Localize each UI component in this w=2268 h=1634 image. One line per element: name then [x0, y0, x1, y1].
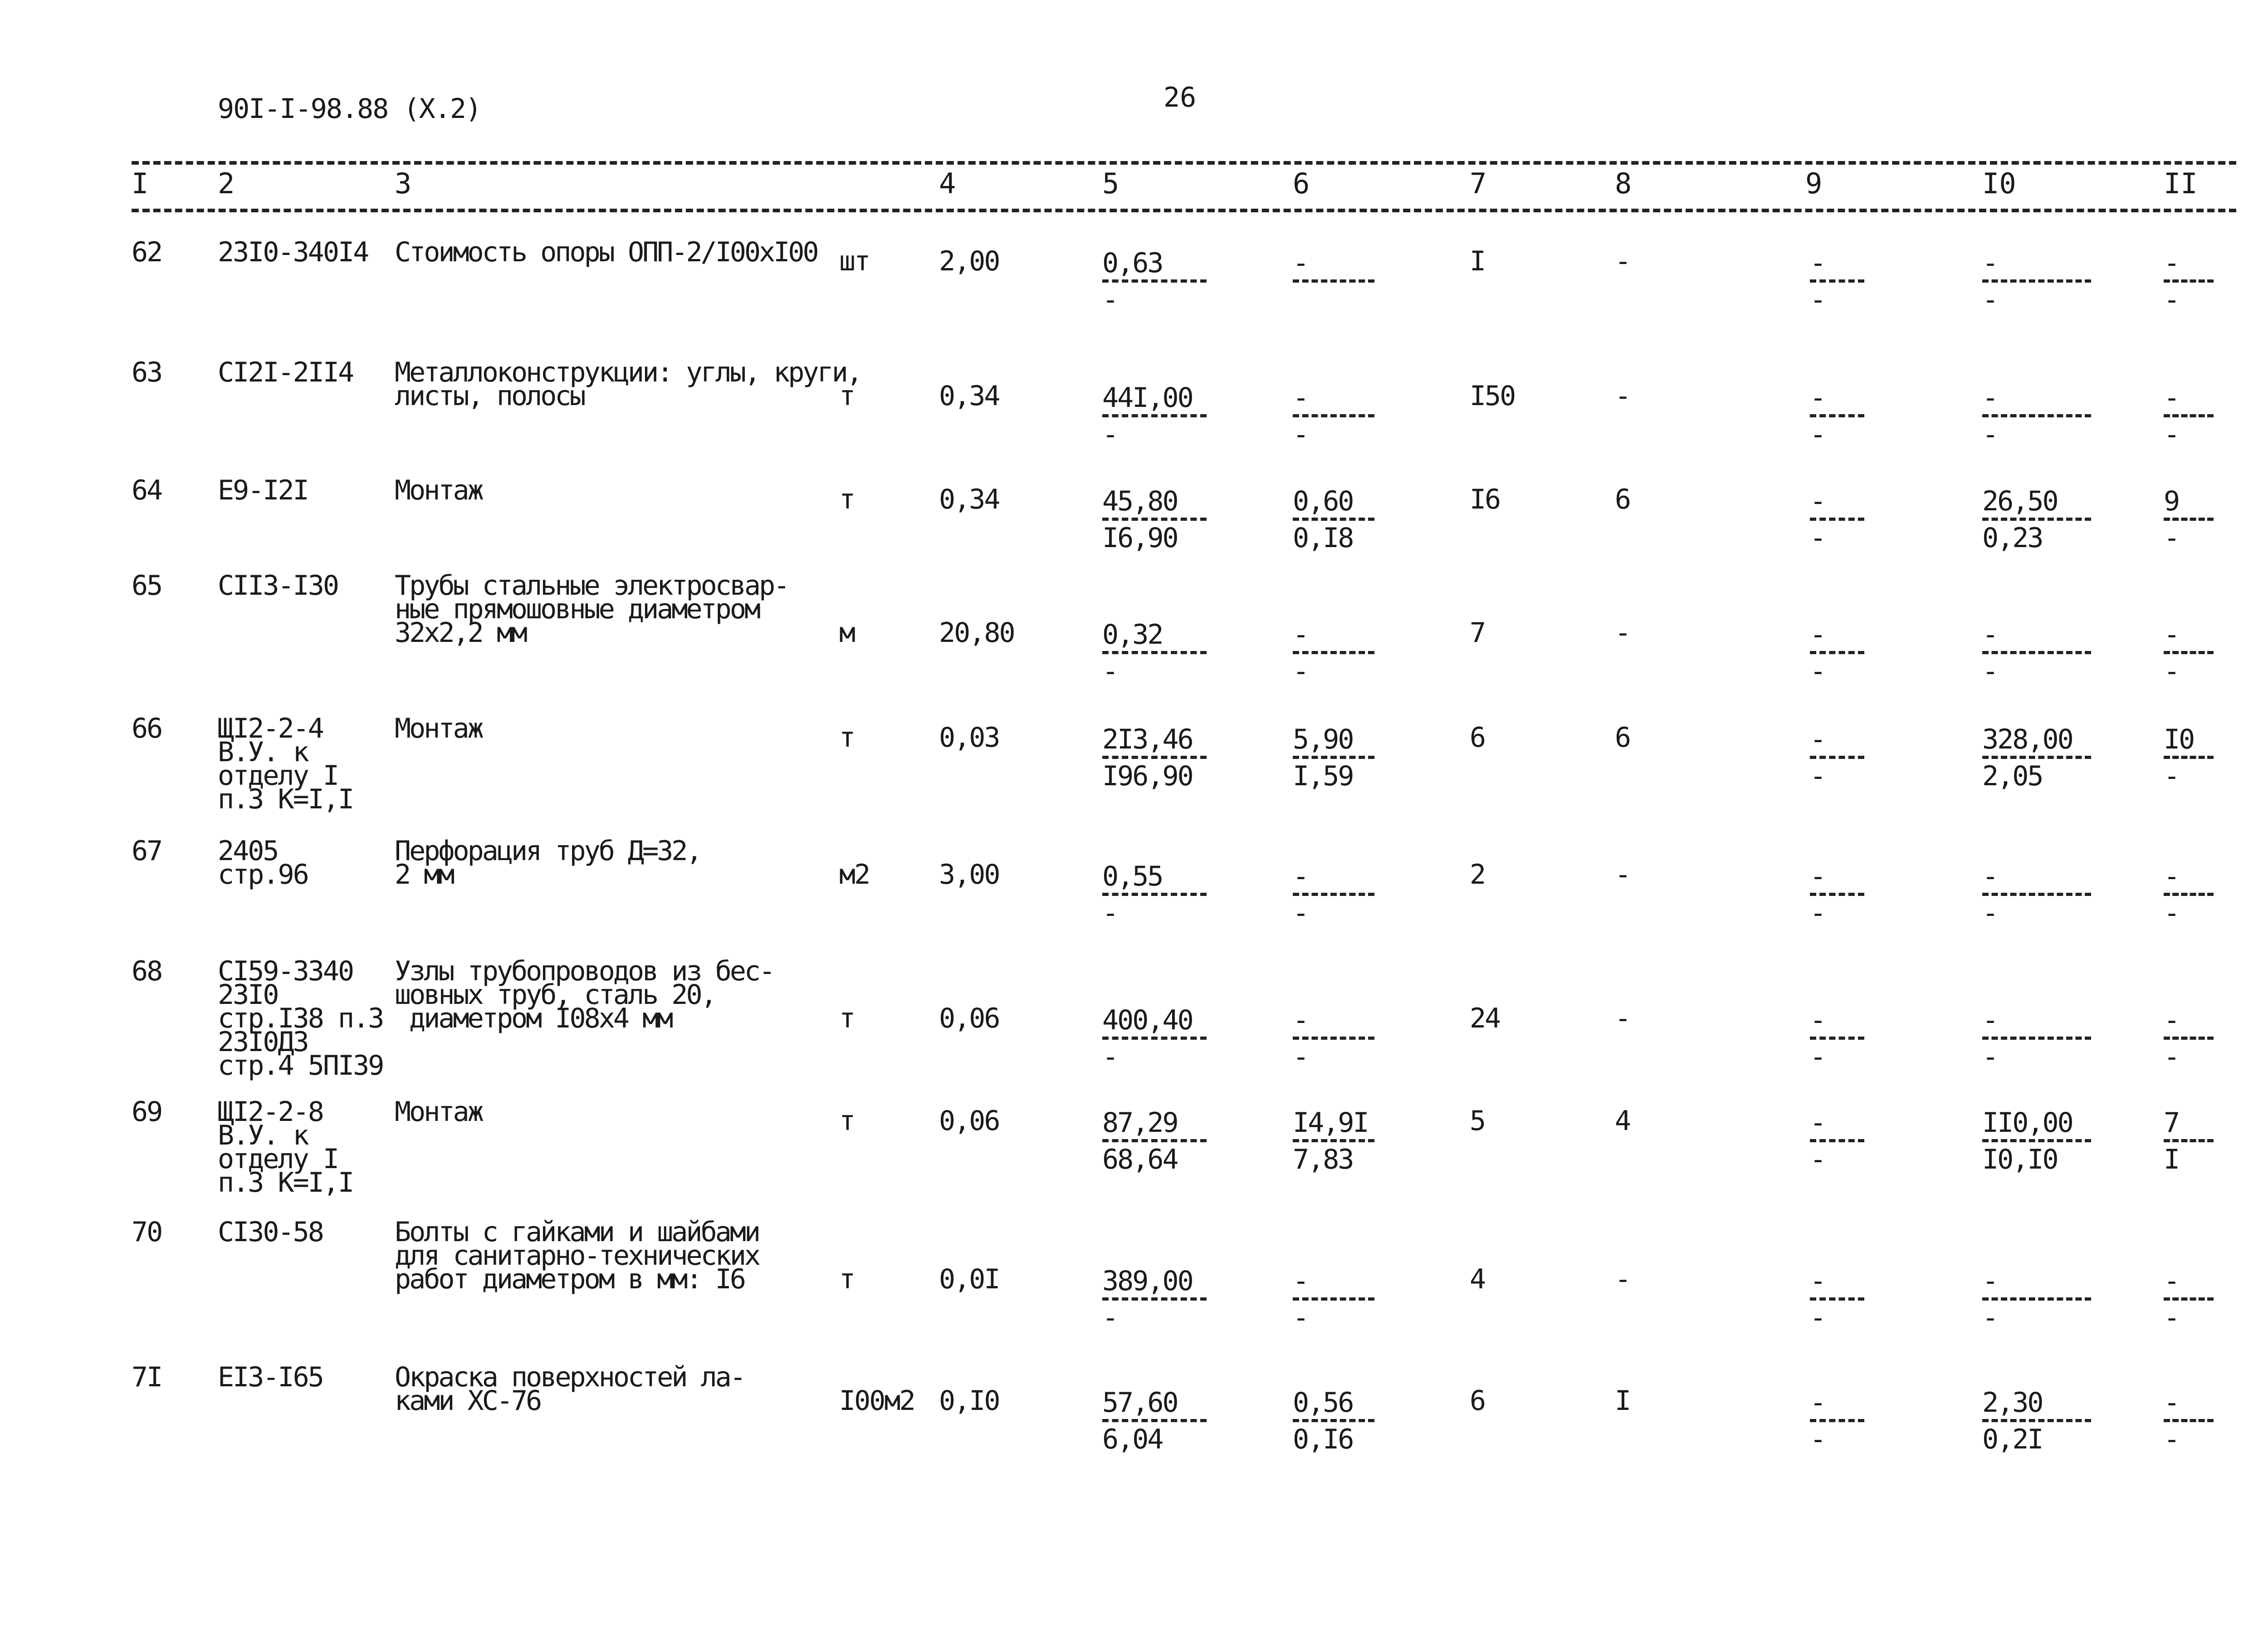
row-col8-value: -	[1615, 617, 1630, 649]
row-col11-value-numerator: -	[2164, 382, 2179, 414]
row-col6-value-numerator: 0,60	[1293, 485, 1353, 517]
row-col10-value	[1982, 485, 2091, 554]
row-col6-value-numerator: -	[1293, 382, 1308, 414]
row-number: 67	[132, 835, 162, 867]
row-col9-value-fraction-bar	[1810, 1139, 1864, 1142]
row-col6-value-numerator: 5,90	[1293, 724, 1353, 755]
row-col9-value-fraction-bar	[1810, 414, 1864, 417]
row-col5-value	[1102, 247, 1207, 316]
row-col6-value	[1293, 247, 1374, 313]
row-col6-value-denominator: -	[1293, 419, 1308, 450]
row-col9-value-denominator: -	[1810, 284, 1825, 316]
row-col5-value-denominator: -	[1102, 284, 1118, 316]
row-col11-value-fraction-bar	[2164, 279, 2214, 283]
row-col7-value: 7	[1470, 617, 1485, 649]
row-col10-value-fraction-bar	[1982, 1037, 2091, 1040]
row-number: 69	[132, 1096, 162, 1128]
row-col10-value-denominator: 0,23	[1982, 522, 2043, 554]
row-col10-value-denominator: -	[1982, 1302, 1998, 1334]
row-description: Металлоконструкции: углы, круги, листы, полосы	[395, 357, 861, 412]
row-col6-value	[1293, 1389, 1374, 1453]
row-col6-value-numerator: -	[1293, 247, 1308, 279]
row-col11-value-fraction-bar	[2164, 414, 2214, 417]
row-col6-value	[1293, 621, 1374, 685]
row-col11-value-numerator: -	[2164, 1004, 2179, 1036]
row-col10-value-denominator: I0,I0	[1982, 1144, 2058, 1175]
row-unit: шт	[839, 245, 870, 277]
row-col10-value	[1982, 1109, 2091, 1173]
row-col11-value-denominator: -	[2164, 656, 2179, 687]
row-code: EI3-I65	[218, 1361, 323, 1393]
row-col11-value	[2164, 863, 2214, 927]
row-col6-value-denominator: -	[1293, 1302, 1308, 1334]
row-col8-value: 6	[1615, 722, 1630, 753]
column-header-1: I	[132, 167, 149, 200]
row-col9-value-denominator: -	[1810, 1424, 1825, 1455]
row-col6-value-denominator	[1293, 286, 1374, 313]
row-col6-value	[1293, 1109, 1374, 1173]
row-col10-value	[1982, 247, 2091, 316]
row-col9-value-numerator: -	[1810, 485, 1825, 517]
row-col10-value-numerator: II0,00	[1982, 1107, 2072, 1139]
row-col9-value-numerator: -	[1810, 619, 1825, 651]
row-code: ЩI2-2-8 В.У. к отделу I п.3 К=I,I	[218, 1096, 353, 1199]
row-col10-value	[1982, 863, 2091, 927]
row-col6-value-fraction-bar	[1293, 756, 1374, 759]
row-col9-value-fraction-bar	[1810, 756, 1864, 759]
row-col9-value	[1810, 621, 1864, 685]
row-col10-value-denominator: -	[1982, 656, 1998, 687]
row-col5-value-numerator: 87,29	[1102, 1107, 1178, 1139]
row-col10-value-numerator: -	[1982, 619, 1998, 651]
row-col5-value-denominator: -	[1102, 1302, 1118, 1334]
row-col9-value-fraction-bar	[1810, 1419, 1864, 1422]
row-number: 63	[132, 357, 162, 388]
row-col9-value	[1810, 1389, 1864, 1453]
row-quantity: 0,I0	[939, 1385, 999, 1417]
row-code: ЩI2-2-4 В.У. к отделу I п.3 К=I,I	[218, 713, 353, 815]
row-col6-value	[1293, 384, 1374, 448]
row-col6-value-numerator: -	[1293, 619, 1308, 651]
row-col5-value	[1102, 621, 1207, 685]
row-code: 23I0-340I4	[218, 236, 368, 268]
row-quantity: 0,06	[939, 1105, 999, 1137]
row-col10-value-numerator: 26,50	[1982, 485, 2058, 517]
column-header-9: 9	[1805, 167, 1823, 200]
row-col11-value-fraction-bar	[2164, 1037, 2214, 1040]
row-col11-value-denominator: -	[2164, 1302, 2179, 1334]
row-col10-value-fraction-bar	[1982, 1297, 2091, 1301]
row-col9-value-denominator: -	[1810, 1302, 1825, 1334]
row-col9-value-numerator: -	[1810, 1387, 1825, 1419]
row-col10-value	[1982, 1004, 2091, 1073]
row-col11-value	[2164, 621, 2214, 685]
row-col11-value	[2164, 384, 2214, 448]
row-col9-value-numerator: -	[1810, 247, 1825, 279]
row-col6-value-fraction-bar	[1293, 893, 1374, 896]
row-col10-value	[1982, 1389, 2091, 1453]
row-col7-value: I6	[1470, 484, 1500, 515]
row-col11-value-fraction-bar	[2164, 518, 2214, 521]
row-description: Стоимость опоры ОПП-2/I00xI00	[395, 236, 817, 268]
row-col9-value-denominator: -	[1810, 656, 1825, 687]
row-col10-value-fraction-bar	[1982, 651, 2091, 654]
row-col6-value-fraction-bar	[1293, 414, 1374, 417]
row-col10-value-numerator: -	[1982, 861, 1998, 892]
row-col6-value-fraction-bar	[1293, 651, 1374, 654]
row-col8-value: -	[1615, 245, 1630, 277]
row-col5-value	[1102, 1004, 1207, 1073]
row-col6-value-denominator: -	[1293, 1041, 1308, 1073]
row-code: CII3-I30	[218, 570, 338, 602]
row-col5-value-numerator: 45,80	[1102, 485, 1178, 517]
row-col5-value-fraction-bar	[1102, 518, 1207, 521]
row-col10-value	[1982, 1265, 2091, 1334]
row-col7-value: 6	[1470, 722, 1485, 753]
row-col10-value-denominator: -	[1982, 284, 1998, 316]
row-col9-value-numerator: -	[1810, 1265, 1825, 1297]
row-col5-value	[1102, 1109, 1207, 1173]
row-col9-value-numerator: -	[1810, 861, 1825, 892]
row-col6-value-fraction-bar	[1293, 1139, 1374, 1142]
row-col5-value-fraction-bar	[1102, 1139, 1207, 1142]
row-col11-value-fraction-bar	[2164, 1419, 2214, 1422]
row-col9-value	[1810, 1004, 1864, 1073]
row-col6-value	[1293, 863, 1374, 927]
row-col5-value-fraction-bar	[1102, 651, 1207, 654]
row-col10-value	[1982, 384, 2091, 448]
row-col6-value	[1293, 726, 1374, 790]
row-col11-value-denominator: -	[2164, 1041, 2179, 1073]
row-col6-value-denominator: 0,I8	[1293, 522, 1353, 554]
row-col5-value-numerator: 2I3,46	[1102, 724, 1193, 755]
row-quantity: 0,0I	[939, 1263, 999, 1295]
row-col5-value-denominator: I6,90	[1102, 522, 1178, 554]
row-col6-value-numerator: I4,9I	[1293, 1107, 1368, 1139]
row-col10-value-numerator: 328,00	[1982, 724, 2072, 755]
row-col9-value	[1810, 247, 1864, 316]
row-col5-value-denominator: -	[1102, 897, 1118, 929]
row-col9-value	[1810, 1109, 1864, 1173]
row-col10-value-numerator: -	[1982, 1265, 1998, 1297]
column-header-8: 8	[1615, 167, 1632, 200]
row-col11-value-denominator: -	[2164, 284, 2179, 316]
row-col11-value-numerator: -	[2164, 861, 2179, 892]
row-col9-value-denominator: -	[1810, 1144, 1825, 1175]
row-description: Трубы стальные электросвар- ные прямошовные диаметром 32x2,2 мм	[395, 570, 788, 649]
row-col5-value-fraction-bar	[1102, 279, 1207, 283]
row-description: Узлы трубопроводов из бес- шовных труб, сталь 20, диаметром I08x4 мм	[395, 955, 774, 1034]
row-col5-value-fraction-bar	[1102, 756, 1207, 759]
row-col7-value: 5	[1470, 1105, 1485, 1137]
page-number: 26	[1163, 82, 1197, 113]
row-col9-value-fraction-bar	[1810, 651, 1864, 654]
row-col7-value: I	[1470, 245, 1485, 277]
row-col11-value-numerator: -	[2164, 619, 2179, 651]
row-quantity: 0,06	[939, 1003, 999, 1034]
row-col9-value-denominator: -	[1810, 419, 1825, 450]
row-col5-value-fraction-bar	[1102, 893, 1207, 896]
row-col6-value-fraction-bar	[1293, 1297, 1374, 1301]
row-col10-value-denominator: -	[1982, 1041, 1998, 1073]
row-col9-value-numerator: -	[1810, 724, 1825, 755]
row-col11-value-denominator: -	[2164, 760, 2179, 792]
row-col5-value-denominator: -	[1102, 656, 1118, 687]
row-col7-value: 4	[1470, 1263, 1485, 1295]
row-col5-value-fraction-bar	[1102, 1037, 1207, 1040]
row-col8-value: 4	[1615, 1105, 1630, 1137]
row-col5-value-denominator: I96,90	[1102, 760, 1193, 792]
column-header-4: 4	[939, 167, 956, 200]
row-quantity: 0,03	[939, 722, 999, 753]
row-col6-value-numerator: -	[1293, 1004, 1308, 1036]
row-description: Перфорация труб Д=32, 2 мм	[395, 835, 701, 890]
row-unit: т	[839, 380, 855, 412]
row-description: Окраска поверхностей ла- ками ХС-76	[395, 1361, 744, 1417]
row-col9-value-denominator: -	[1810, 760, 1825, 792]
row-unit: т	[839, 1003, 855, 1034]
row-number: 7I	[132, 1361, 162, 1393]
row-col6-value-fraction-bar	[1293, 1419, 1374, 1422]
row-col9-value	[1810, 726, 1864, 790]
row-unit: т	[839, 1105, 855, 1137]
row-col7-value: 2	[1470, 859, 1485, 890]
row-col5-value	[1102, 384, 1207, 448]
row-col10-value-fraction-bar	[1982, 414, 2091, 417]
row-quantity: 3,00	[939, 859, 999, 890]
row-col5-value	[1102, 1265, 1207, 1334]
row-col6-value-numerator: -	[1293, 861, 1308, 892]
row-col5-value-numerator: 57,60	[1102, 1387, 1178, 1419]
row-col11-value-fraction-bar	[2164, 1297, 2214, 1301]
document-code: 90I-I-98.88 (X.2)	[218, 93, 481, 125]
row-col5-value-fraction-bar	[1102, 414, 1207, 417]
row-code: E9-I2I	[218, 475, 308, 506]
row-col10-value-fraction-bar	[1982, 1419, 2091, 1422]
row-quantity: 0,34	[939, 484, 999, 515]
row-unit: т	[839, 484, 855, 515]
row-col6-value-numerator: -	[1293, 1265, 1308, 1297]
row-quantity: 0,34	[939, 380, 999, 412]
column-header-6: 6	[1293, 167, 1310, 200]
row-description: Болты с гайками и шайбами для санитарно-технических работ диаметром в мм: I6	[395, 1216, 759, 1295]
row-col6-value-fraction-bar	[1293, 1037, 1374, 1040]
row-col6-value-denominator: 0,I6	[1293, 1424, 1353, 1455]
row-col9-value-denominator: -	[1810, 1041, 1825, 1073]
row-col5-value-numerator: 400,40	[1102, 1004, 1193, 1036]
row-col7-value: I50	[1470, 380, 1515, 412]
row-col6-value-denominator: -	[1293, 656, 1308, 687]
row-col11-value-fraction-bar	[2164, 893, 2214, 896]
row-col8-value: -	[1615, 1003, 1630, 1034]
row-col6-value-denominator: I,59	[1293, 760, 1353, 792]
row-quantity: 20,80	[939, 617, 1014, 649]
row-col11-value-denominator: -	[2164, 897, 2179, 929]
column-header-2: 2	[218, 167, 235, 200]
column-header-7: 7	[1470, 167, 1487, 200]
row-number: 62	[132, 236, 162, 268]
row-col9-value-fraction-bar	[1810, 893, 1864, 896]
row-col11-value	[2164, 1265, 2214, 1334]
row-description: Монтаж	[395, 1096, 482, 1128]
row-col10-value	[1982, 726, 2091, 790]
row-col10-value	[1982, 621, 2091, 685]
row-col5-value	[1102, 863, 1207, 927]
row-col5-value-numerator: 0,32	[1102, 619, 1163, 651]
row-col11-value-numerator: 7	[2164, 1107, 2179, 1139]
row-col11-value-numerator: 9	[2164, 485, 2179, 517]
row-col6-value-denominator: 7,83	[1293, 1144, 1353, 1175]
row-number: 64	[132, 475, 162, 506]
row-col9-value-denominator: -	[1810, 522, 1825, 554]
row-number: 65	[132, 570, 162, 602]
row-number: 66	[132, 713, 162, 744]
row-col10-value-denominator: -	[1982, 897, 1998, 929]
row-col11-value-numerator: I0	[2164, 724, 2194, 755]
row-col5-value-numerator: 0,55	[1102, 861, 1163, 892]
row-col5-value-denominator: 6,04	[1102, 1424, 1163, 1455]
row-col6-value-fraction-bar	[1293, 518, 1374, 521]
row-col10-value-fraction-bar	[1982, 279, 2091, 283]
row-col11-value	[2164, 1004, 2214, 1073]
row-col5-value-denominator: -	[1102, 1041, 1118, 1073]
row-col5-value-denominator: 68,64	[1102, 1144, 1178, 1175]
row-col11-value-numerator: -	[2164, 247, 2179, 279]
row-col5-value	[1102, 1389, 1207, 1453]
table-top-rule	[132, 161, 2236, 165]
row-col6-value	[1293, 1265, 1374, 1334]
row-quantity: 2,00	[939, 245, 999, 277]
row-col10-value-fraction-bar	[1982, 518, 2091, 521]
row-col11-value	[2164, 726, 2214, 790]
row-code: 2405 стр.96	[218, 835, 308, 890]
row-col6-value-fraction-bar	[1293, 279, 1374, 283]
row-col11-value-numerator: -	[2164, 1387, 2179, 1419]
row-unit: м2	[839, 859, 870, 890]
row-col10-value-denominator: 2,05	[1982, 760, 2043, 792]
row-col10-value-numerator: -	[1982, 1004, 1998, 1036]
column-header-11: II	[2164, 167, 2198, 200]
row-col11-value-fraction-bar	[2164, 1139, 2214, 1142]
row-description: Монтаж	[395, 475, 482, 506]
row-col10-value-numerator: -	[1982, 247, 1998, 279]
row-col10-value-denominator: 0,2I	[1982, 1424, 2043, 1455]
row-col8-value: -	[1615, 859, 1630, 890]
row-col7-value: 6	[1470, 1385, 1485, 1417]
row-number: 70	[132, 1216, 162, 1248]
row-col10-value-fraction-bar	[1982, 1139, 2091, 1142]
row-col11-value-denominator: I	[2164, 1144, 2179, 1175]
row-col8-value: 6	[1615, 484, 1630, 515]
row-col9-value-numerator: -	[1810, 1107, 1825, 1139]
row-col5-value-numerator: 0,63	[1102, 247, 1163, 279]
row-col10-value-fraction-bar	[1982, 893, 2091, 896]
row-col10-value-numerator: -	[1982, 382, 1998, 414]
row-col5-value	[1102, 726, 1207, 790]
row-unit: т	[839, 1263, 855, 1295]
row-unit: м	[839, 617, 855, 649]
row-unit: I00м2	[839, 1385, 914, 1417]
row-col10-value-numerator: 2,30	[1982, 1387, 2043, 1419]
row-col11-value-denominator: -	[2164, 1424, 2179, 1455]
row-col6-value	[1293, 1004, 1374, 1073]
row-col5-value	[1102, 485, 1207, 554]
row-col5-value-denominator: -	[1102, 419, 1118, 450]
row-col5-value-numerator: 389,00	[1102, 1265, 1193, 1297]
row-col9-value	[1810, 485, 1864, 554]
column-header-3: 3	[395, 167, 412, 200]
row-col6-value-numerator: 0,56	[1293, 1387, 1353, 1419]
row-col6-value-denominator: -	[1293, 897, 1308, 929]
row-col5-value-numerator: 44I,00	[1102, 382, 1193, 414]
row-unit: т	[839, 722, 855, 753]
row-col11-value	[2164, 247, 2214, 316]
row-col9-value	[1810, 1265, 1864, 1334]
row-col10-value-denominator: -	[1982, 419, 1998, 450]
row-col9-value	[1810, 384, 1864, 448]
row-code: CI2I-2II4	[218, 357, 353, 388]
row-col8-value: -	[1615, 1263, 1630, 1295]
row-col11-value	[2164, 1109, 2214, 1173]
column-header-5: 5	[1102, 167, 1119, 200]
row-code: CI30-58	[218, 1216, 323, 1248]
row-col9-value-fraction-bar	[1810, 518, 1864, 521]
row-col10-value-fraction-bar	[1982, 756, 2091, 759]
row-col11-value-fraction-bar	[2164, 756, 2214, 759]
row-description: Монтаж	[395, 713, 482, 744]
row-col5-value-fraction-bar	[1102, 1297, 1207, 1301]
row-col8-value: I	[1615, 1385, 1630, 1417]
row-col6-value	[1293, 485, 1374, 554]
row-col11-value-denominator: -	[2164, 419, 2179, 450]
row-code: CI59-3340 23I0 стр.I38 п.3 23I0Д3 стр.4 5ПI39	[218, 955, 383, 1081]
row-col11-value-fraction-bar	[2164, 651, 2214, 654]
column-header-10: I0	[1982, 167, 2016, 200]
row-col9-value-fraction-bar	[1810, 279, 1864, 283]
row-col9-value-numerator: -	[1810, 382, 1825, 414]
row-col9-value-numerator: -	[1810, 1004, 1825, 1036]
row-col7-value: 24	[1470, 1003, 1500, 1034]
row-col11-value	[2164, 1389, 2214, 1453]
row-col9-value-denominator: -	[1810, 897, 1825, 929]
row-col5-value-fraction-bar	[1102, 1419, 1207, 1422]
row-col9-value	[1810, 863, 1864, 927]
row-col11-value-denominator: -	[2164, 522, 2179, 554]
row-col9-value-fraction-bar	[1810, 1037, 1864, 1040]
table-header-rule	[132, 209, 2236, 212]
row-col9-value-fraction-bar	[1810, 1297, 1864, 1301]
row-col11-value	[2164, 485, 2214, 554]
row-col11-value-numerator: -	[2164, 1265, 2179, 1297]
row-col8-value: -	[1615, 380, 1630, 412]
row-number: 68	[132, 955, 162, 987]
